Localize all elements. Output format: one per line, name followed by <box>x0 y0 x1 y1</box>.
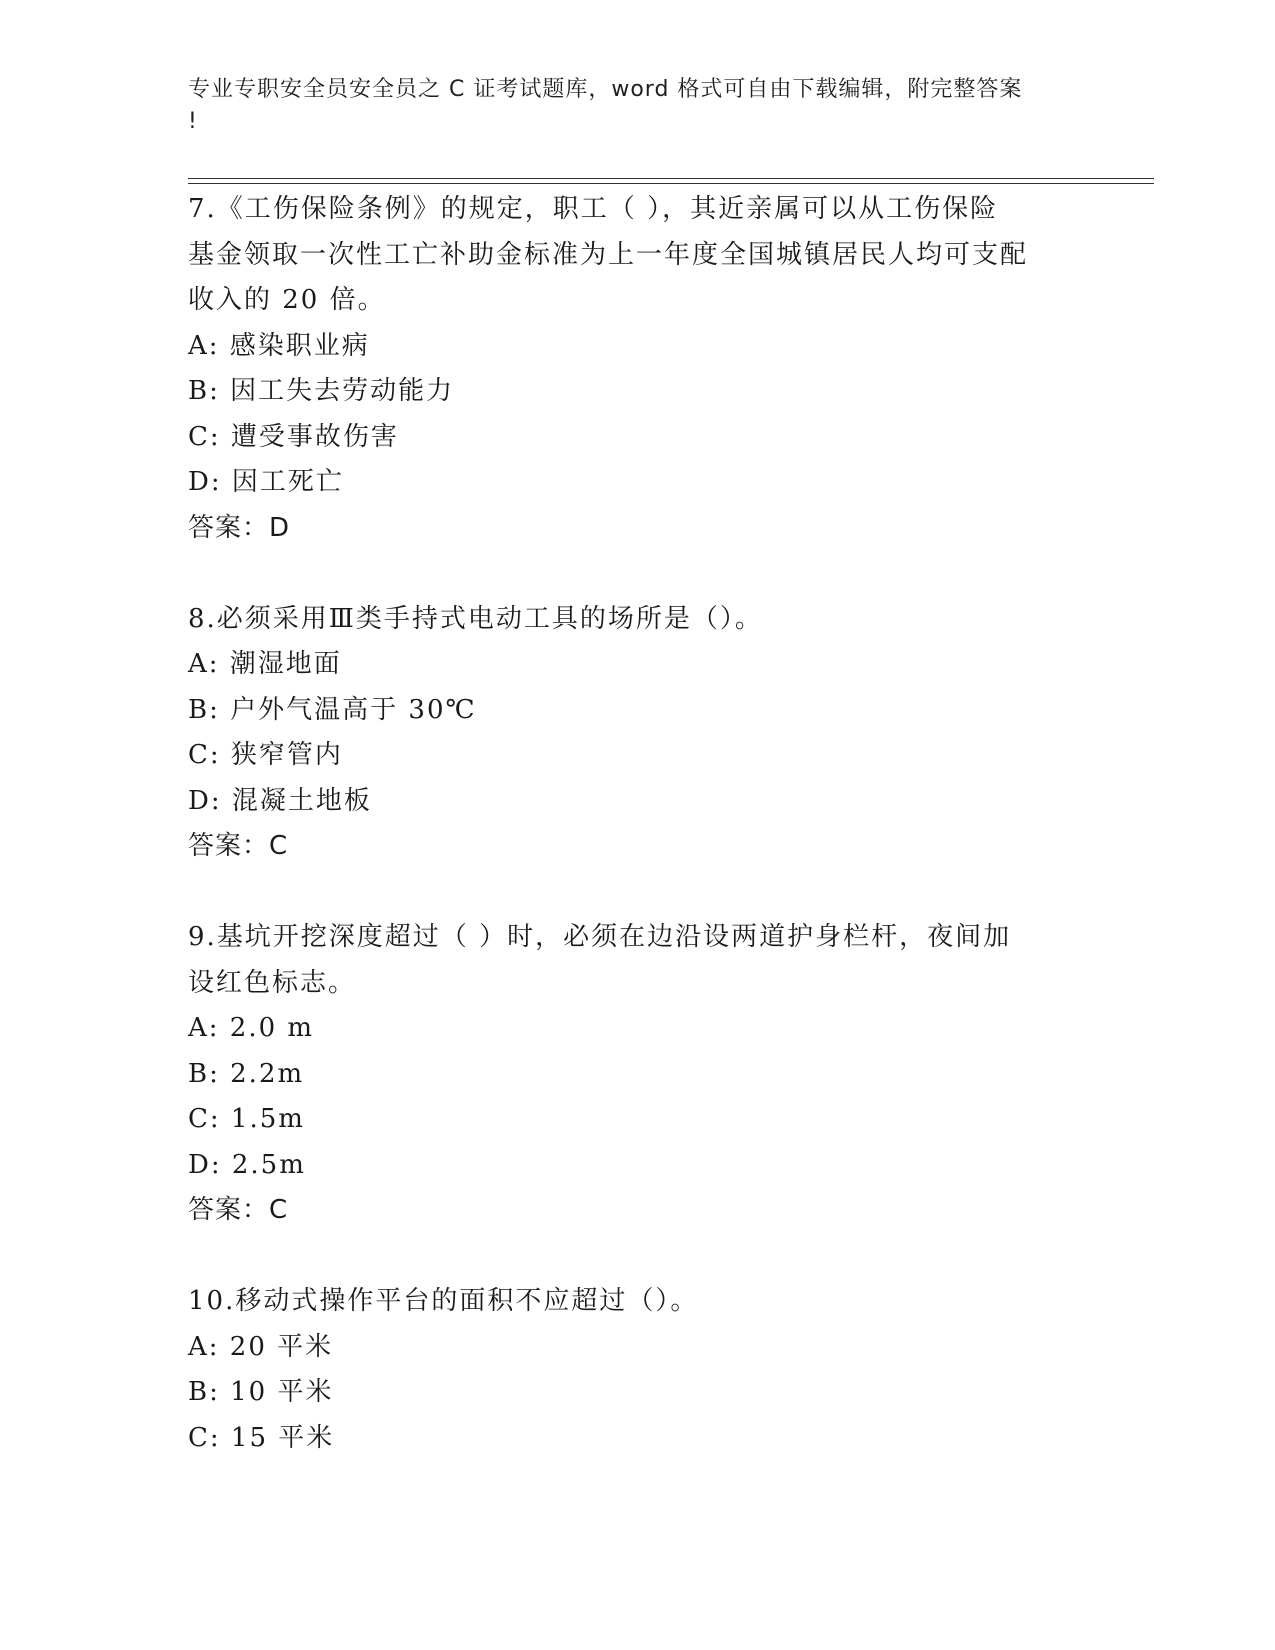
option-b: B: 10 平米 <box>188 1377 334 1407</box>
answer-line <box>188 506 1088 552</box>
option-d: D: 2.5m <box>188 1149 306 1180</box>
option-c: C: 狭窄管内 <box>188 740 343 770</box>
spacer <box>188 551 1088 597</box>
spacer <box>188 870 1088 916</box>
option-b: B: 户外气温高于 30℃ <box>188 694 477 725</box>
question-10 <box>188 1279 1088 1461</box>
header-title-end: ! <box>188 109 198 134</box>
answer-value: D <box>269 512 291 543</box>
answer-value: C <box>269 831 289 861</box>
option-b: B: 因工失去劳动能力 <box>188 376 455 406</box>
question-text-line: 基金领取一次性工亡补助金标准为上一年度全国城镇居民人均可支配 <box>188 239 1029 270</box>
question-text-line: 设红色标志。 <box>188 967 357 998</box>
question-text-line: 收入的 20 倍。 <box>188 285 386 315</box>
option-c: C: 1.5m <box>188 1104 305 1134</box>
header-rule-top <box>188 178 1154 179</box>
answer-label: 答案： <box>188 831 270 861</box>
question-9 <box>188 915 1088 1234</box>
question-text-line: 10.移动式操作平台的面积不应超过（）。 <box>188 1286 699 1316</box>
answer-value: C <box>269 1195 289 1225</box>
question-text-line: 8.必须采用Ⅲ类手持式电动工具的场所是（）。 <box>188 603 763 634</box>
option-b: B: 2.2m <box>188 1058 305 1089</box>
option-d: D: 混凝土地板 <box>188 785 372 816</box>
header-rule-bottom <box>188 183 1154 184</box>
option-a: A: 感染职业病 <box>188 330 370 361</box>
answer-label: 答案： <box>188 1195 270 1225</box>
option-d: D: 因工死亡 <box>188 467 344 497</box>
question-text-line: 7.《工伤保险条例》的规定，职工（ ），其近亲属可以从工伤保险 <box>188 194 999 224</box>
option-c: C: 遭受事故伤害 <box>188 421 399 452</box>
option-c: C: 15 平米 <box>188 1422 335 1453</box>
document-header <box>188 74 1068 138</box>
question-8 <box>188 597 1088 870</box>
spacer <box>188 1234 1088 1280</box>
question-text-line: 9.基坑开挖深度超过（ ）时，必须在边沿设两道护身栏杆，夜间加 <box>188 922 1012 952</box>
option-a: A: 潮湿地面 <box>188 649 342 679</box>
answer-label: 答案： <box>188 512 270 543</box>
question-list <box>188 187 1088 1461</box>
option-a: A: 2.0 m <box>188 1013 315 1043</box>
header-title: 专业专职安全员安全员之 C 证考试题库，word 格式可自由下载编辑，附完整答案 <box>188 77 1023 102</box>
answer-line <box>188 1188 1088 1234</box>
answer-line <box>188 824 1088 870</box>
option-a: A: 20 平米 <box>188 1331 334 1362</box>
question-7 <box>188 187 1088 551</box>
